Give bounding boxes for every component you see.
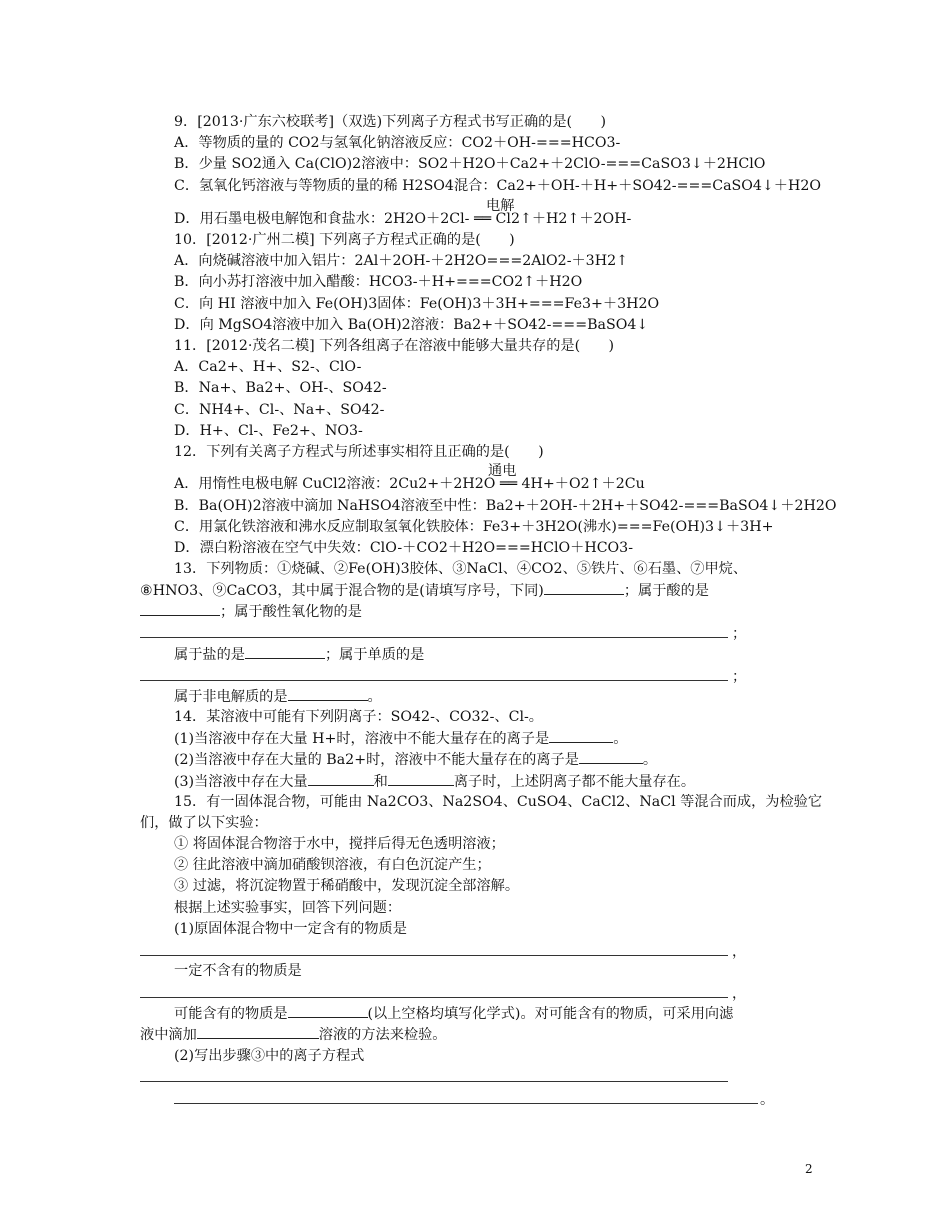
q12-option-b: B．Ba(OH)2溶液中滴加 NaHSO4溶液至中性：Ba2+＋2OH-＋2H+＋SO42-===BaSO4↓＋2H2O [174, 498, 837, 514]
q11-option-b: B．Na+、Ba2+、OH-、SO42- [174, 380, 387, 396]
q13-element-text: ；属于单质的是 [324, 647, 425, 663]
q15-reagent-line [140, 1024, 446, 1045]
q12-option-a: A．用惰性电极电解 CuCl2溶液：2Cu2+＋2H2O ══ 4H+＋O2↑＋2Cu [174, 476, 645, 492]
must-contain-answer-line[interactable] [140, 955, 728, 956]
q15-reagent-text: 液中滴加 [140, 1027, 197, 1043]
q13-line-5 [174, 686, 382, 707]
period: 。 [642, 752, 658, 768]
q15-part-2: (2)写出步骤③中的离子方程式 [174, 1048, 365, 1064]
q14-part-1-text: (1)当溶液中存在大量 H+时，溶液中不能大量存在的离子是 [174, 731, 550, 747]
q15-instruction: 根据上述实验事实，回答下列问题： [174, 900, 402, 916]
q15-not-contain: 一定不含有的物质是 [174, 963, 302, 979]
q14-stem: 14．某溶液中可能有下列阴离子：SO42-、CO32-、Cl-。 [174, 709, 543, 725]
not-contain-answer-line[interactable] [140, 997, 728, 998]
q13-nonelectrolyte-text: 属于非电解质的是 [174, 689, 288, 705]
q14-part-2 [174, 749, 657, 770]
q10-option-c: C．向 HI 溶液中加入 Fe(OH)3固体：Fe(OH)3＋3H+===Fe3+＋3H2O [174, 296, 660, 312]
q15-part-1: (1)原固体混合物中一定含有的物质是 [174, 921, 407, 937]
q15-may-contain-text: 可能含有的物质是 [174, 1006, 288, 1022]
nonelectrolyte-answer-blank[interactable] [288, 686, 368, 701]
q14-part-2-text: (2)当溶液中存在大量的 Ba2+时，溶液中不能大量存在的离子是 [174, 752, 579, 768]
q13-salt-text: 属于盐的是 [174, 647, 245, 663]
q14-part-1 [174, 728, 627, 749]
q12-stem: 12．下列有关离子方程式与所述事实相符且正确的是( ) [174, 444, 544, 460]
q9-option-c: C．氢氧化钙溶液与等物质的量的稀 H2SO4混合：Ca2+＋OH-＋H+＋SO42-===CaSO4↓＋H2O [174, 178, 822, 194]
q13-line-3 [140, 601, 362, 622]
q14-2-answer-blank[interactable] [579, 749, 643, 764]
q11-stem: 11．[2012·茂名二模] 下列各组离子在溶液中能够大量共存的是( ) [174, 338, 615, 354]
reagent-answer-blank[interactable] [197, 1024, 319, 1039]
q10-option-d: D．向 MgSO4溶液中加入 Ba(OH)2溶液：Ba2+＋SO42-===BaSO4↓ [174, 317, 649, 333]
q10-stem: 10．[2012·广州二模] 下列离子方程式正确的是( ) [174, 232, 515, 248]
q15-step-1: ① 将固体混合物溶于水中，搅拌后得无色透明溶液； [174, 836, 505, 852]
salt-answer-blank[interactable] [245, 644, 325, 659]
comma-1: ， [732, 944, 747, 960]
electrolysis-label: 电解 [486, 198, 515, 214]
acid-answer-blank[interactable] [140, 601, 220, 616]
mixture-answer-blank[interactable] [544, 580, 624, 595]
q10-option-b: B．向小苏打溶液中加入醋酸：HCO3-＋H+===CO2↑＋H2O [174, 274, 583, 290]
q9-stem: 9．[2013·广东六校联考]（双选)下列离子方程式书写正确的是( ) [174, 114, 607, 130]
q13-acid-text: ；属于酸的是 [623, 583, 709, 599]
q9-option-b: B．少量 SO2通入 Ca(ClO)2溶液中：SO2＋H2O＋Ca2+＋2ClO-===CaSO3↓＋2HClO [174, 156, 766, 172]
q13-line-4 [174, 644, 424, 665]
q14-part-3-text: (3)当溶液中存在大量 [174, 774, 308, 790]
q13-acidic-oxide-text: ；属于酸性氧化物的是 [220, 604, 362, 620]
q15-may-contain [174, 1003, 733, 1024]
q11-option-d: D．H+、Cl-、Fe2+、NO3- [174, 423, 363, 439]
q15-may-contain-tail: (以上空格均填写化学式)。对可能含有的物质，可采用向滤 [367, 1006, 734, 1022]
ionic-equation-answer-line-2[interactable] [174, 1103, 758, 1104]
may-contain-answer-blank[interactable] [288, 1003, 368, 1018]
q9-option-a: A．等物质的量的 CO2与氢氧化钠溶液反应：CO2＋OH-===HCO3- [174, 135, 621, 151]
period-final: 。 [760, 1092, 775, 1108]
q12-option-c: C．用氯化铁溶液和沸水反应制取氢氧化铁胶体：Fe3+＋3H2O(沸水)===Fe(OH)3↓＋3H+ [174, 519, 774, 535]
q15-step-2: ② 往此溶液中滴加硝酸钡溶液，有白色沉淀产生； [174, 857, 491, 873]
q9-option-d: D．用石墨电极电解饱和食盐水：2H2O＋2Cl- ══ Cl2↑＋H2↑＋2OH- [174, 211, 632, 227]
period: 。 [613, 731, 628, 747]
q12-option-d: D．漂白粉溶液在空气中失效：ClO-＋CO2＋H2O===HClO＋HCO3- [174, 540, 633, 556]
q13-line-2 [140, 580, 709, 601]
q15-stem-cont: 们，做了以下实验： [140, 815, 268, 831]
and-text: 和 [373, 774, 388, 790]
semicolon-1: ； [732, 626, 747, 642]
comma-2: ， [732, 986, 747, 1002]
page-number: 2 [805, 1162, 813, 1176]
semicolon-2: ； [732, 669, 747, 685]
acidic-oxide-answer-line[interactable] [140, 637, 728, 638]
q15-reagent-tail: 溶液的方法来检验。 [318, 1027, 447, 1043]
q14-1-answer-blank[interactable] [549, 728, 613, 743]
period: 。 [367, 689, 382, 705]
q15-step-3: ③ 过滤，将沉淀物置于稀硝酸中，发现沉淀全部溶解。 [174, 878, 520, 894]
ionic-equation-answer-line-1[interactable] [140, 1081, 728, 1082]
q14-3-answer-blank-2[interactable] [388, 771, 454, 786]
q14-part-3-tail: 离子时，上述阴离子都不能大量存在。 [453, 774, 696, 790]
electrify-label: 通电 [488, 463, 517, 479]
q11-option-c: C．NH4+、Cl-、Na+、SO42- [174, 402, 385, 418]
element-answer-line[interactable] [140, 680, 728, 681]
q15-stem: 15．有一固体混合物，可能由 Na2CO3、Na2SO4、CuSO4、CaCl2、NaCl 等混合而成，为检验它 [174, 794, 823, 810]
q13-stem: 13．下列物质：①烧碱、②Fe(OH)3胶体、③NaCl、④CO2、⑤铁片、⑥石墨、⑦甲烷、 [174, 561, 748, 577]
q11-option-a: A．Ca2+、H+、S2-、ClO- [174, 359, 362, 375]
q14-3-answer-blank-1[interactable] [308, 771, 374, 786]
q14-part-3 [174, 771, 695, 792]
q10-option-a: A．向烧碱溶液中加入铝片：2Al＋2OH-＋2H2O===2AlO2-＋3H2↑ [174, 253, 628, 269]
q13-mixture-text: ⑧HNO3、⑨CaCO3，其中属于混合物的是(请填写序号，下同) [140, 583, 544, 599]
